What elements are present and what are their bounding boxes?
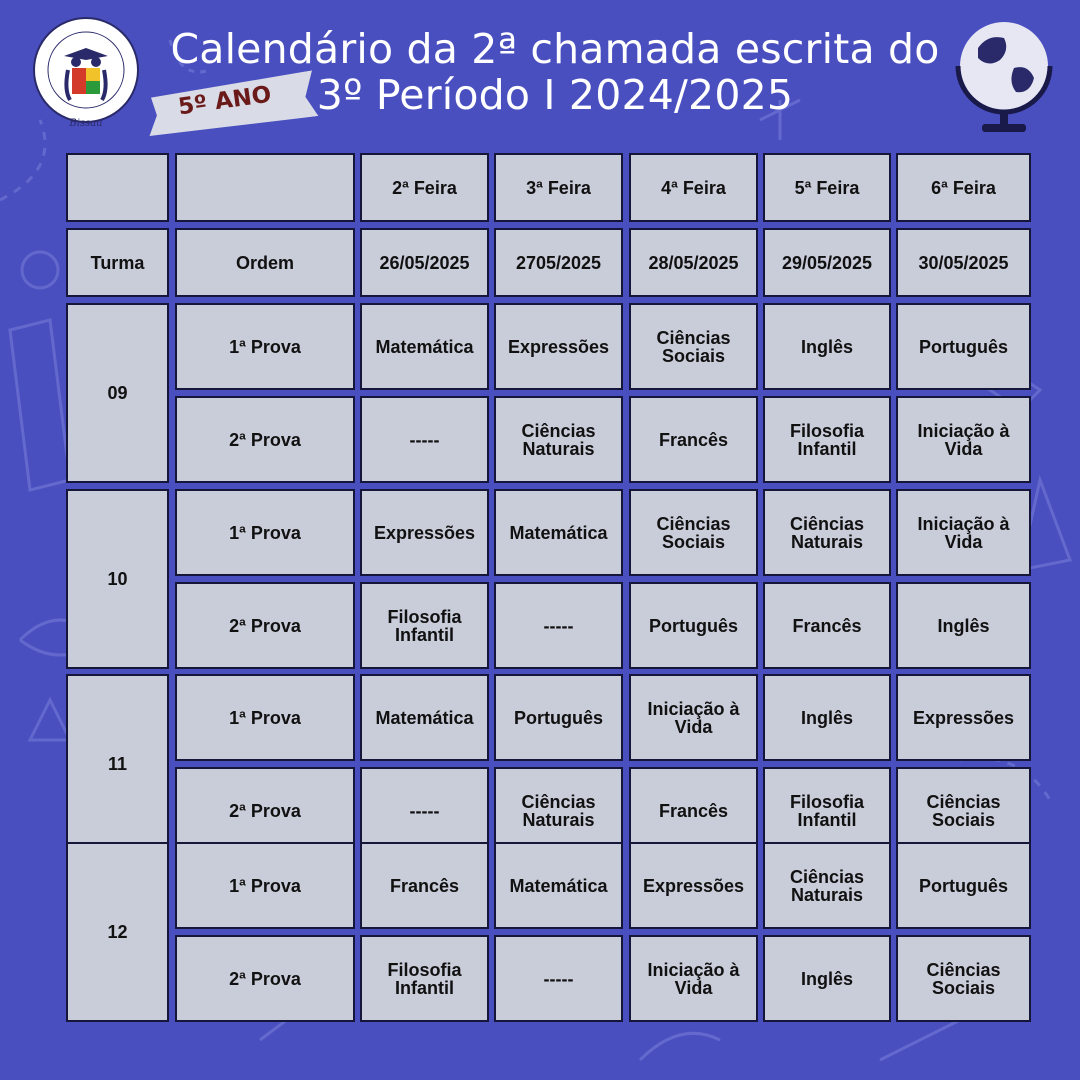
header-day-cell: 4ª Feira (629, 153, 758, 222)
page-title (150, 26, 960, 118)
subject-cell: Expressões (494, 303, 623, 390)
globe-icon (948, 8, 1060, 138)
header-date-cell: 2705/2025 (494, 228, 623, 297)
header-date-cell: 29/05/2025 (763, 228, 891, 297)
subject-cell: Inglês (896, 582, 1031, 669)
turma-cell: 12 (66, 842, 169, 1022)
subject-cell: Matemática (360, 303, 489, 390)
subject-cell: Inglês (763, 303, 891, 390)
turma-cell: 09 (66, 303, 169, 483)
school-city: Bissau (69, 118, 103, 129)
subject-cell: Português (896, 842, 1031, 929)
subject-cell: Filosofia Infantil (763, 396, 891, 483)
subject-cell: Iniciação à Vida (896, 489, 1031, 576)
header-blank-cell (175, 153, 355, 222)
subject-cell: ----- (494, 582, 623, 669)
subject-cell: ----- (360, 767, 489, 854)
turma-cell: 10 (66, 489, 169, 669)
subject-cell: Francês (360, 842, 489, 929)
header-day-cell: 3ª Feira (494, 153, 623, 222)
ordem-cell: 2ª Prova (175, 396, 355, 483)
header-day-cell: 2ª Feira (360, 153, 489, 222)
subject-cell: Português (896, 303, 1031, 390)
ordem-cell: 1ª Prova (175, 489, 355, 576)
ordem-cell: 1ª Prova (175, 303, 355, 390)
subject-cell: Ciências Sociais (896, 767, 1031, 854)
title-line-1: Calendário da 2ª chamada escrita do (170, 25, 940, 73)
grade-label: 5º ANO (176, 81, 273, 121)
ordem-cell: 1ª Prova (175, 674, 355, 761)
header-date-cell: 28/05/2025 (629, 228, 758, 297)
subject-cell: Ciências Sociais (896, 935, 1031, 1022)
subject-cell: Inglês (763, 674, 891, 761)
turma-cell: 11 (66, 674, 169, 854)
header-day-cell: 6ª Feira (896, 153, 1031, 222)
subject-cell: Expressões (360, 489, 489, 576)
subject-cell: Filosofia Infantil (763, 767, 891, 854)
subject-cell: Ciências Naturais (763, 842, 891, 929)
subject-cell: Iniciação à Vida (629, 674, 758, 761)
subject-cell: ----- (494, 935, 623, 1022)
subject-cell: Matemática (494, 489, 623, 576)
header-blank-cell (66, 153, 169, 222)
header-date-cell: 30/05/2025 (896, 228, 1031, 297)
subject-cell: Matemática (360, 674, 489, 761)
school-logo (24, 10, 148, 134)
subject-cell: ----- (360, 396, 489, 483)
subject-cell: Filosofia Infantil (360, 935, 489, 1022)
subject-cell: Francês (629, 396, 758, 483)
header-turma-cell: Turma (66, 228, 169, 297)
subject-cell: Francês (629, 767, 758, 854)
subject-cell: Iniciação à Vida (629, 935, 758, 1022)
subject-cell: Ciências Sociais (629, 489, 758, 576)
ordem-cell: 2ª Prova (175, 767, 355, 854)
ordem-cell: 2ª Prova (175, 582, 355, 669)
subject-cell: Expressões (896, 674, 1031, 761)
subject-cell: Ciências Naturais (494, 396, 623, 483)
title-line-2: 3º Período I 2024/2025 (316, 71, 794, 119)
subject-cell: Expressões (629, 842, 758, 929)
ordem-cell: 1ª Prova (175, 842, 355, 929)
subject-cell: Ciências Naturais (494, 767, 623, 854)
subject-cell: Ciências Sociais (629, 303, 758, 390)
header-ordem-cell: Ordem (175, 228, 355, 297)
subject-cell: Português (629, 582, 758, 669)
subject-cell: Filosofia Infantil (360, 582, 489, 669)
ordem-cell: 2ª Prova (175, 935, 355, 1022)
subject-cell: Iniciação à Vida (896, 396, 1031, 483)
subject-cell: Português (494, 674, 623, 761)
subject-cell: Ciências Naturais (763, 489, 891, 576)
subject-cell: Francês (763, 582, 891, 669)
subject-cell: Inglês (763, 935, 891, 1022)
header-day-cell: 5ª Feira (763, 153, 891, 222)
header-date-cell: 26/05/2025 (360, 228, 489, 297)
subject-cell: Matemática (494, 842, 623, 929)
